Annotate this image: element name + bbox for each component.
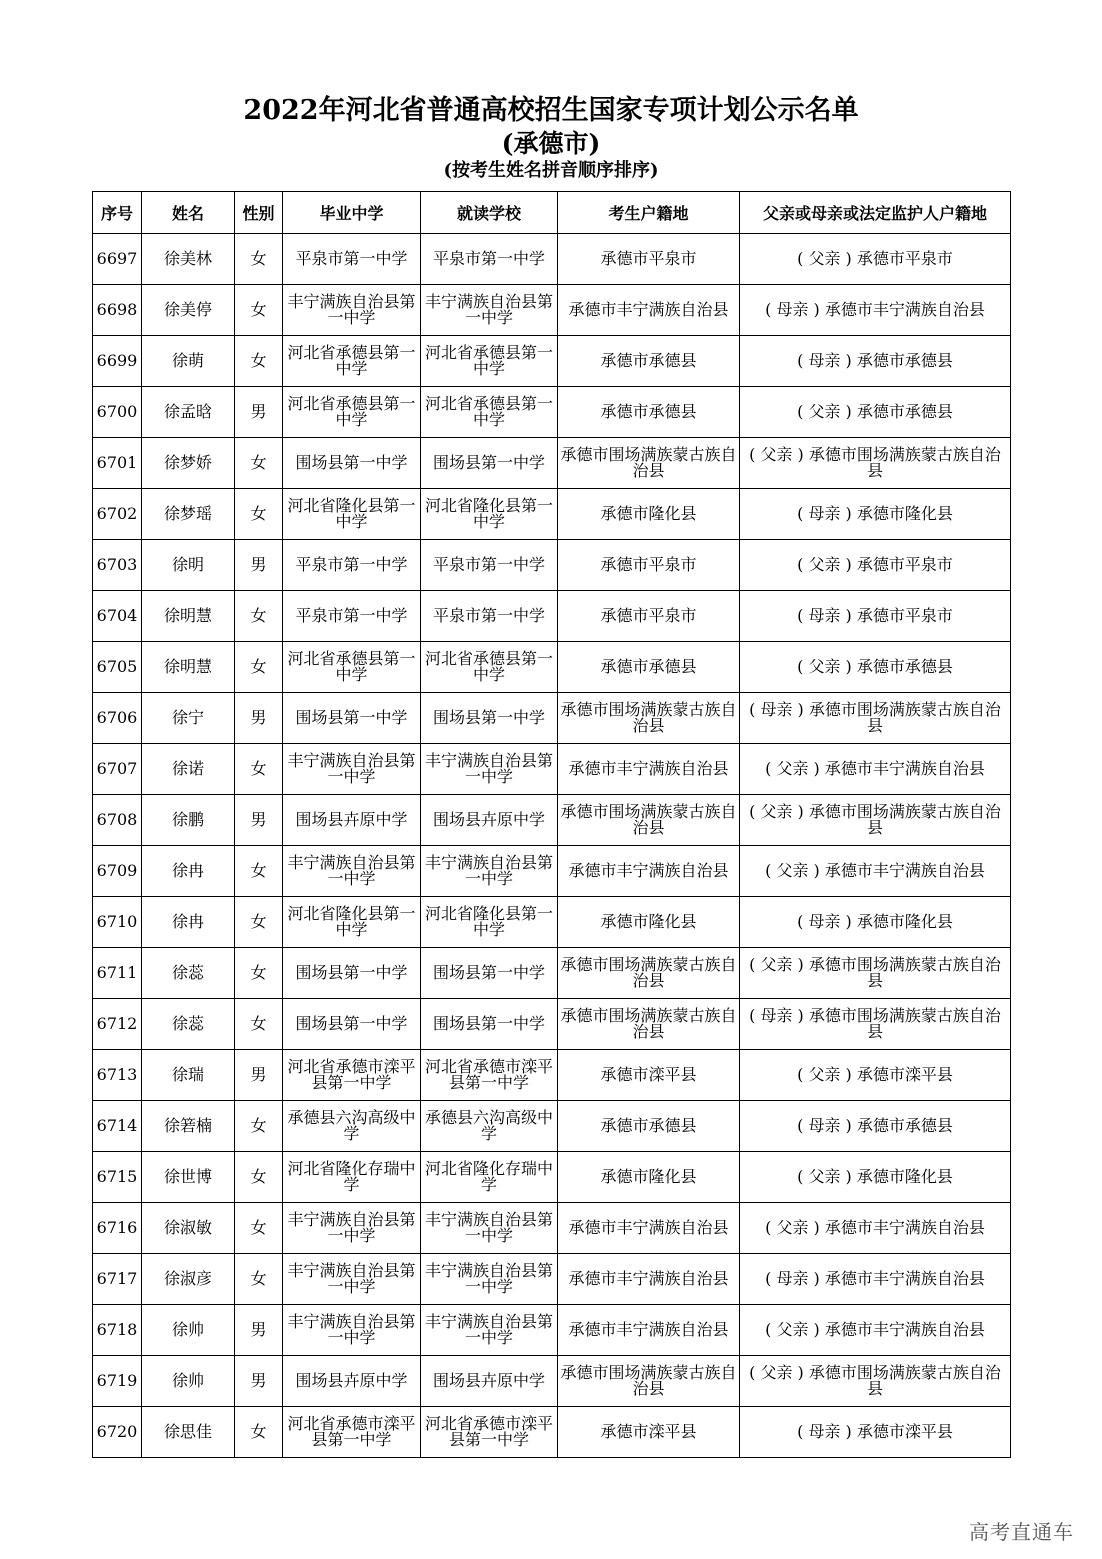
table-row bbox=[93, 1101, 1011, 1152]
cell-name: 徐瑞 bbox=[142, 1050, 235, 1101]
header-name: 姓名 bbox=[142, 192, 235, 234]
cell-seq: 6715 bbox=[93, 1152, 142, 1203]
cell-name: 徐萌 bbox=[142, 336, 235, 387]
cell-current-school: 围场县第一中学 bbox=[421, 693, 558, 744]
cell-grad-school: 围场县第一中学 bbox=[283, 999, 421, 1050]
cell-seq: 6702 bbox=[93, 489, 142, 540]
cell-parent-hukou: ( 父亲 ) 承德市围场满族蒙古族自治县 bbox=[740, 795, 1011, 846]
cell-hukou: 承德市滦平县 bbox=[558, 1407, 740, 1458]
cell-grad-school: 围场县第一中学 bbox=[283, 438, 421, 489]
cell-current-school: 丰宁满族自治县第一中学 bbox=[421, 744, 558, 795]
cell-current-school: 围场县第一中学 bbox=[421, 438, 558, 489]
cell-gender: 女 bbox=[235, 1152, 283, 1203]
cell-grad-school: 丰宁满族自治县第一中学 bbox=[283, 846, 421, 897]
header-gender: 性别 bbox=[235, 192, 283, 234]
table-row bbox=[93, 999, 1011, 1050]
cell-parent-hukou: ( 母亲 ) 承德市承德县 bbox=[740, 336, 1011, 387]
cell-grad-school: 丰宁满族自治县第一中学 bbox=[283, 1254, 421, 1305]
table-header-row bbox=[93, 192, 1011, 234]
cell-name: 徐梦瑶 bbox=[142, 489, 235, 540]
cell-name: 徐世博 bbox=[142, 1152, 235, 1203]
table-row bbox=[93, 438, 1011, 489]
cell-gender: 女 bbox=[235, 1407, 283, 1458]
cell-seq: 6716 bbox=[93, 1203, 142, 1254]
cell-current-school: 河北省隆化县第一中学 bbox=[421, 489, 558, 540]
cell-hukou: 承德市滦平县 bbox=[558, 1050, 740, 1101]
cell-grad-school: 丰宁满族自治县第一中学 bbox=[283, 744, 421, 795]
cell-name: 徐美林 bbox=[142, 234, 235, 285]
cell-name: 徐帅 bbox=[142, 1305, 235, 1356]
cell-grad-school: 河北省隆化存瑞中学 bbox=[283, 1152, 421, 1203]
cell-name: 徐冉 bbox=[142, 897, 235, 948]
cell-name: 徐淑敏 bbox=[142, 1203, 235, 1254]
table-row bbox=[93, 591, 1011, 642]
cell-hukou: 承德市隆化县 bbox=[558, 897, 740, 948]
cell-grad-school: 河北省隆化县第一中学 bbox=[283, 489, 421, 540]
cell-current-school: 河北省承德县第一中学 bbox=[421, 336, 558, 387]
header-current-school: 就读学校 bbox=[421, 192, 558, 234]
cell-grad-school: 平泉市第一中学 bbox=[283, 234, 421, 285]
cell-grad-school: 河北省承德县第一中学 bbox=[283, 336, 421, 387]
cell-seq: 6712 bbox=[93, 999, 142, 1050]
cell-current-school: 围场县卉原中学 bbox=[421, 795, 558, 846]
cell-parent-hukou: ( 母亲 ) 承德市围场满族蒙古族自治县 bbox=[740, 693, 1011, 744]
table-row bbox=[93, 540, 1011, 591]
cell-name: 徐鹏 bbox=[142, 795, 235, 846]
cell-name: 徐美停 bbox=[142, 285, 235, 336]
cell-parent-hukou: ( 母亲 ) 承德市隆化县 bbox=[740, 489, 1011, 540]
cell-seq: 6701 bbox=[93, 438, 142, 489]
cell-gender: 男 bbox=[235, 693, 283, 744]
cell-current-school: 河北省承德市滦平县第一中学 bbox=[421, 1050, 558, 1101]
cell-grad-school: 围场县第一中学 bbox=[283, 693, 421, 744]
cell-grad-school: 丰宁满族自治县第一中学 bbox=[283, 1305, 421, 1356]
cell-name: 徐思佳 bbox=[142, 1407, 235, 1458]
cell-hukou: 承德市围场满族蒙古族自治县 bbox=[558, 795, 740, 846]
cell-seq: 6705 bbox=[93, 642, 142, 693]
cell-hukou: 承德市隆化县 bbox=[558, 489, 740, 540]
cell-current-school: 平泉市第一中学 bbox=[421, 591, 558, 642]
cell-name: 徐淑彦 bbox=[142, 1254, 235, 1305]
cell-current-school: 围场县第一中学 bbox=[421, 948, 558, 999]
cell-gender: 女 bbox=[235, 438, 283, 489]
cell-parent-hukou: ( 父亲 ) 承德市滦平县 bbox=[740, 1050, 1011, 1101]
cell-gender: 女 bbox=[235, 846, 283, 897]
cell-grad-school: 河北省承德县第一中学 bbox=[283, 642, 421, 693]
cell-hukou: 承德市围场满族蒙古族自治县 bbox=[558, 948, 740, 999]
cell-seq: 6720 bbox=[93, 1407, 142, 1458]
cell-name: 徐蕊 bbox=[142, 948, 235, 999]
cell-parent-hukou: ( 母亲 ) 承德市平泉市 bbox=[740, 591, 1011, 642]
cell-current-school: 承德县六沟高级中学 bbox=[421, 1101, 558, 1152]
table-body bbox=[93, 234, 1011, 1458]
cell-seq: 6699 bbox=[93, 336, 142, 387]
cell-seq: 6713 bbox=[93, 1050, 142, 1101]
cell-gender: 男 bbox=[235, 795, 283, 846]
cell-name: 徐蕊 bbox=[142, 999, 235, 1050]
table-row bbox=[93, 285, 1011, 336]
cell-gender: 男 bbox=[235, 1356, 283, 1407]
cell-hukou: 承德市围场满族蒙古族自治县 bbox=[558, 1356, 740, 1407]
cell-gender: 女 bbox=[235, 285, 283, 336]
table-row bbox=[93, 1203, 1011, 1254]
cell-grad-school: 河北省承德市滦平县第一中学 bbox=[283, 1407, 421, 1458]
cell-name: 徐明慧 bbox=[142, 591, 235, 642]
cell-hukou: 承德市承德县 bbox=[558, 1101, 740, 1152]
cell-seq: 6714 bbox=[93, 1101, 142, 1152]
student-list-table bbox=[92, 191, 1011, 1458]
cell-parent-hukou: ( 母亲 ) 承德市丰宁满族自治县 bbox=[740, 1254, 1011, 1305]
cell-current-school: 河北省承德市滦平县第一中学 bbox=[421, 1407, 558, 1458]
cell-seq: 6711 bbox=[93, 948, 142, 999]
cell-seq: 6704 bbox=[93, 591, 142, 642]
cell-name: 徐明慧 bbox=[142, 642, 235, 693]
cell-seq: 6707 bbox=[93, 744, 142, 795]
table-row bbox=[93, 1254, 1011, 1305]
table-row bbox=[93, 795, 1011, 846]
cell-parent-hukou: ( 父亲 ) 承德市隆化县 bbox=[740, 1152, 1011, 1203]
cell-gender: 女 bbox=[235, 234, 283, 285]
cell-grad-school: 河北省承德县第一中学 bbox=[283, 387, 421, 438]
cell-seq: 6697 bbox=[93, 234, 142, 285]
cell-hukou: 承德市丰宁满族自治县 bbox=[558, 1254, 740, 1305]
cell-parent-hukou: ( 母亲 ) 承德市围场满族蒙古族自治县 bbox=[740, 999, 1011, 1050]
cell-gender: 男 bbox=[235, 1305, 283, 1356]
cell-gender: 女 bbox=[235, 897, 283, 948]
table-row bbox=[93, 234, 1011, 285]
cell-grad-school: 丰宁满族自治县第一中学 bbox=[283, 1203, 421, 1254]
cell-current-school: 河北省承德县第一中学 bbox=[421, 642, 558, 693]
cell-hukou: 承德市平泉市 bbox=[558, 540, 740, 591]
cell-hukou: 承德市平泉市 bbox=[558, 591, 740, 642]
cell-seq: 6718 bbox=[93, 1305, 142, 1356]
table-row bbox=[93, 744, 1011, 795]
cell-seq: 6703 bbox=[93, 540, 142, 591]
sort-note: (按考生姓名拼音顺序排序) bbox=[443, 160, 659, 181]
cell-grad-school: 承德县六沟高级中学 bbox=[283, 1101, 421, 1152]
cell-parent-hukou: ( 母亲 ) 承德市隆化县 bbox=[740, 897, 1011, 948]
cell-hukou: 承德市围场满族蒙古族自治县 bbox=[558, 999, 740, 1050]
cell-seq: 6710 bbox=[93, 897, 142, 948]
cell-parent-hukou: ( 父亲 ) 承德市承德县 bbox=[740, 387, 1011, 438]
cell-parent-hukou: ( 母亲 ) 承德市承德县 bbox=[740, 1101, 1011, 1152]
cell-current-school: 丰宁满族自治县第一中学 bbox=[421, 1254, 558, 1305]
cell-parent-hukou: ( 父亲 ) 承德市丰宁满族自治县 bbox=[740, 744, 1011, 795]
cell-hukou: 承德市承德县 bbox=[558, 642, 740, 693]
cell-parent-hukou: ( 母亲 ) 承德市丰宁满族自治县 bbox=[740, 285, 1011, 336]
cell-gender: 男 bbox=[235, 387, 283, 438]
cell-current-school: 丰宁满族自治县第一中学 bbox=[421, 1305, 558, 1356]
cell-hukou: 承德市丰宁满族自治县 bbox=[558, 744, 740, 795]
cell-parent-hukou: ( 父亲 ) 承德市丰宁满族自治县 bbox=[740, 846, 1011, 897]
table-row bbox=[93, 489, 1011, 540]
cell-current-school: 丰宁满族自治县第一中学 bbox=[421, 285, 558, 336]
cell-name: 徐宁 bbox=[142, 693, 235, 744]
cell-gender: 女 bbox=[235, 744, 283, 795]
cell-hukou: 承德市承德县 bbox=[558, 336, 740, 387]
table-row bbox=[93, 1152, 1011, 1203]
cell-seq: 6709 bbox=[93, 846, 142, 897]
header-grad-school: 毕业中学 bbox=[283, 192, 421, 234]
cell-grad-school: 围场县卉原中学 bbox=[283, 1356, 421, 1407]
cell-parent-hukou: ( 父亲 ) 承德市丰宁满族自治县 bbox=[740, 1203, 1011, 1254]
cell-hukou: 承德市平泉市 bbox=[558, 234, 740, 285]
cell-grad-school: 围场县卉原中学 bbox=[283, 795, 421, 846]
table-row bbox=[93, 1356, 1011, 1407]
cell-gender: 女 bbox=[235, 591, 283, 642]
cell-parent-hukou: ( 父亲 ) 承德市围场满族蒙古族自治县 bbox=[740, 1356, 1011, 1407]
cell-seq: 6698 bbox=[93, 285, 142, 336]
page-subtitle: (承德市) bbox=[501, 129, 601, 158]
cell-parent-hukou: ( 父亲 ) 承德市围场满族蒙古族自治县 bbox=[740, 948, 1011, 999]
cell-name: 徐冉 bbox=[142, 846, 235, 897]
cell-gender: 女 bbox=[235, 948, 283, 999]
cell-gender: 女 bbox=[235, 1203, 283, 1254]
cell-seq: 6717 bbox=[93, 1254, 142, 1305]
cell-parent-hukou: ( 父亲 ) 承德市围场满族蒙古族自治县 bbox=[740, 438, 1011, 489]
header-parent-hukou: 父亲或母亲或法定监护人户籍地 bbox=[740, 192, 1011, 234]
cell-hukou: 承德市丰宁满族自治县 bbox=[558, 846, 740, 897]
cell-gender: 女 bbox=[235, 1254, 283, 1305]
table-row bbox=[93, 387, 1011, 438]
cell-gender: 男 bbox=[235, 540, 283, 591]
header-seq: 序号 bbox=[93, 192, 142, 234]
table-row bbox=[93, 1050, 1011, 1101]
cell-current-school: 河北省隆化县第一中学 bbox=[421, 897, 558, 948]
cell-grad-school: 河北省隆化县第一中学 bbox=[283, 897, 421, 948]
cell-current-school: 河北省隆化存瑞中学 bbox=[421, 1152, 558, 1203]
cell-parent-hukou: ( 父亲 ) 承德市丰宁满族自治县 bbox=[740, 1305, 1011, 1356]
cell-hukou: 承德市围场满族蒙古族自治县 bbox=[558, 693, 740, 744]
cell-name: 徐明 bbox=[142, 540, 235, 591]
cell-gender: 女 bbox=[235, 489, 283, 540]
cell-seq: 6706 bbox=[93, 693, 142, 744]
cell-seq: 6700 bbox=[93, 387, 142, 438]
cell-current-school: 围场县卉原中学 bbox=[421, 1356, 558, 1407]
table-row bbox=[93, 1305, 1011, 1356]
cell-current-school: 丰宁满族自治县第一中学 bbox=[421, 1203, 558, 1254]
cell-parent-hukou: ( 父亲 ) 承德市平泉市 bbox=[740, 540, 1011, 591]
cell-name: 徐箬楠 bbox=[142, 1101, 235, 1152]
table-row bbox=[93, 693, 1011, 744]
cell-grad-school: 丰宁满族自治县第一中学 bbox=[283, 285, 421, 336]
cell-grad-school: 围场县第一中学 bbox=[283, 948, 421, 999]
cell-name: 徐诺 bbox=[142, 744, 235, 795]
table-row bbox=[93, 897, 1011, 948]
table-row bbox=[93, 642, 1011, 693]
table-row bbox=[93, 948, 1011, 999]
cell-hukou: 承德市围场满族蒙古族自治县 bbox=[558, 438, 740, 489]
cell-parent-hukou: ( 父亲 ) 承德市平泉市 bbox=[740, 234, 1011, 285]
cell-current-school: 平泉市第一中学 bbox=[421, 234, 558, 285]
cell-parent-hukou: ( 父亲 ) 承德市承德县 bbox=[740, 642, 1011, 693]
cell-gender: 男 bbox=[235, 1050, 283, 1101]
cell-gender: 女 bbox=[235, 1101, 283, 1152]
cell-current-school: 丰宁满族自治县第一中学 bbox=[421, 846, 558, 897]
cell-current-school: 河北省承德县第一中学 bbox=[421, 387, 558, 438]
cell-hukou: 承德市承德县 bbox=[558, 387, 740, 438]
cell-name: 徐帅 bbox=[142, 1356, 235, 1407]
cell-hukou: 承德市丰宁满族自治县 bbox=[558, 285, 740, 336]
cell-gender: 女 bbox=[235, 642, 283, 693]
cell-current-school: 围场县第一中学 bbox=[421, 999, 558, 1050]
cell-gender: 女 bbox=[235, 336, 283, 387]
cell-grad-school: 平泉市第一中学 bbox=[283, 591, 421, 642]
table-row bbox=[93, 336, 1011, 387]
watermark: 高考直通车 bbox=[969, 1520, 1074, 1544]
cell-grad-school: 平泉市第一中学 bbox=[283, 540, 421, 591]
cell-grad-school: 河北省承德市滦平县第一中学 bbox=[283, 1050, 421, 1101]
cell-name: 徐梦娇 bbox=[142, 438, 235, 489]
cell-seq: 6719 bbox=[93, 1356, 142, 1407]
cell-seq: 6708 bbox=[93, 795, 142, 846]
cell-hukou: 承德市丰宁满族自治县 bbox=[558, 1203, 740, 1254]
cell-hukou: 承德市隆化县 bbox=[558, 1152, 740, 1203]
page-title: 2022年河北省普通高校招生国家专项计划公示名单 bbox=[243, 95, 859, 126]
table-row bbox=[93, 846, 1011, 897]
cell-gender: 女 bbox=[235, 999, 283, 1050]
cell-current-school: 平泉市第一中学 bbox=[421, 540, 558, 591]
cell-hukou: 承德市丰宁满族自治县 bbox=[558, 1305, 740, 1356]
table-row bbox=[93, 1407, 1011, 1458]
cell-name: 徐孟晗 bbox=[142, 387, 235, 438]
cell-parent-hukou: ( 母亲 ) 承德市滦平县 bbox=[740, 1407, 1011, 1458]
header-hukou: 考生户籍地 bbox=[558, 192, 740, 234]
